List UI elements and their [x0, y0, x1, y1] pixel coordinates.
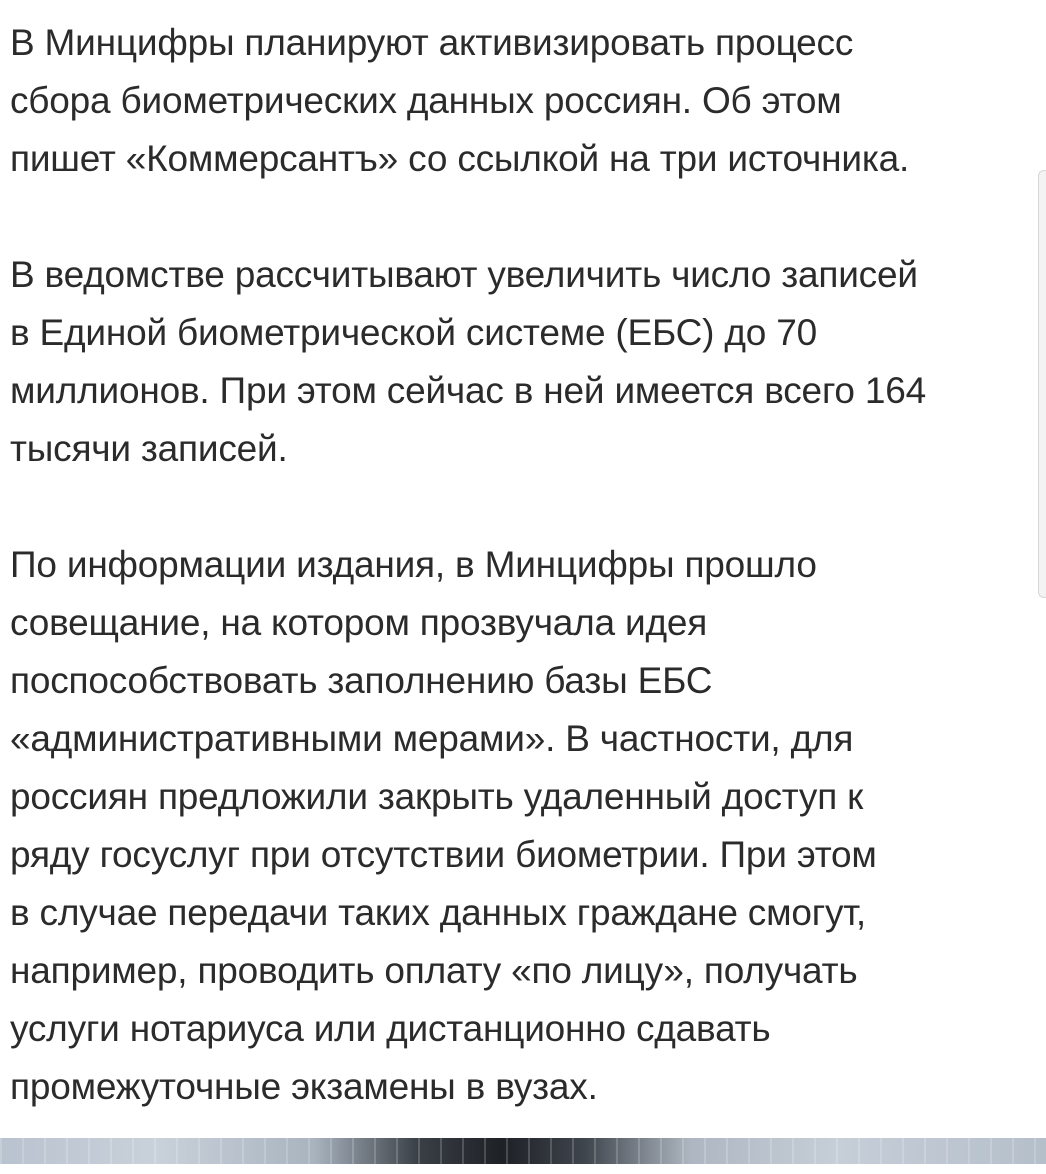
article-paragraph-3: По информации издания, в Минцифры прошло совещание, на котором прозвучала идея поспособствовать заполнению базы ЕБС «административными мерами». В частности, для россиян предложили закрыть удаленный доступ к ряду госуслуг при отсутствии биометрии. При этом в случае передачи таких данных граждане смогут, например, проводить оплату «по лицу», получать услуги нотариуса или дистанционно сдавать промежуточные экзамены в вузах.	[10, 544, 877, 1107]
article-image	[0, 1138, 1046, 1164]
article-body	[10, 14, 1020, 1174]
article-paragraph-1: В Минцифры планируют активизировать процесс сбора биометрических данных россиян. Об этом пишет «Коммерсантъ» со ссылкой на три источника.	[10, 22, 910, 179]
scrollbar-handle[interactable]	[1038, 170, 1046, 598]
article-paragraph-2: В ведомстве рассчитывают увеличить число записей в Единой биометрической системе (ЕБС) до 70 миллионов. При этом сейчас в ней имеется всего 164 тысячи записей.	[10, 254, 927, 469]
